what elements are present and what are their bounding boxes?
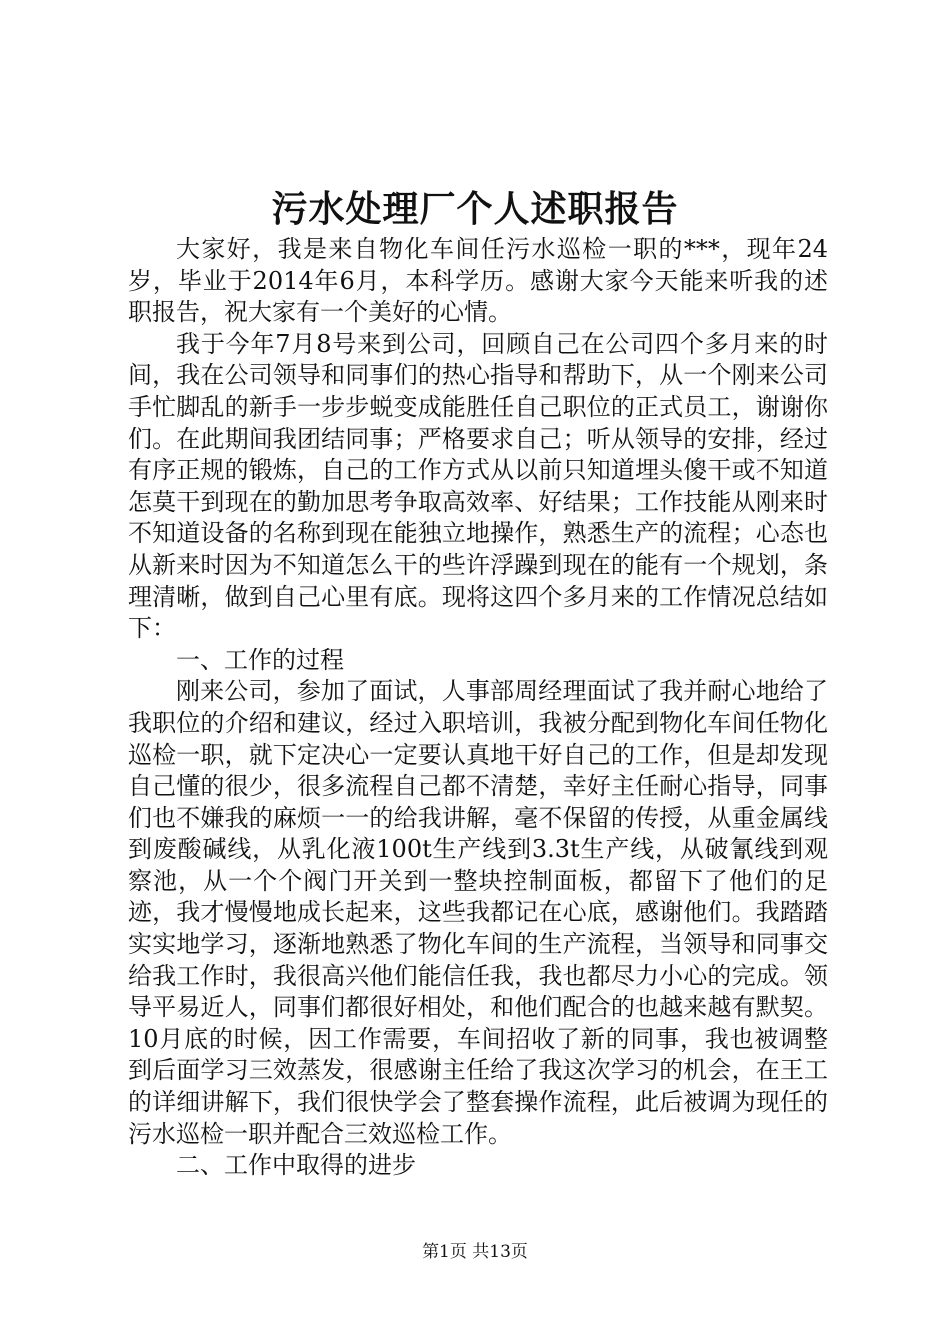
document-title: 污水处理厂个人述职报告 [271,188,679,230]
paragraph-process: 刚来公司，参加了面试，人事部周经理面试了我并耐心地给了我职位的介绍和建议，经过入职培训，我被分配到物化车间任物化巡检一职，就下定决心一定要认真地干好自己的工作，但是却发现自己懂的很少，很多流程自己都不清楚，幸好主任耐心指导，同事们也不嫌我的麻烦一一的给我讲解，毫不保留的传授，从重金属线到废酸碱线，从乳化液100t生产线到3.3t生产线，从破氰线到观察池，从一个个阀门开关到一整块控制面板，都留下了他们的足迹，我才慢慢地成长起来，这些我都记在心底，感谢他们。我踏踏实实地学习，逐渐地熟悉了物化车间的生产流程，当领导和同事交给我工作时，我很高兴他们能信任我，我也都尽力小心的完成。领导平易近人，同事们都很好相处，和他们配合的也越来越有默契。10月底的时候，因工作需要，车间招收了新的同事，我也被调整到后面学习三效蒸发，很感谢主任给了我这次学习的机会，在王工的详细讲解下，我们很快学会了整套操作流程，此后被调为现任的污水巡检一职并配合三效巡检工作。 [128,677,828,1148]
paragraph-intro: 大家好，我是来自物化车间任污水巡检一职的***，现年24岁，毕业于2014年6月，本科学历。感谢大家今天能来听我的述职报告，祝大家有一个美好的心情。 [128,235,828,327]
section-heading-process: 一、工作的过程 [176,645,344,674]
page-footer: 第1页 共13页 [422,1242,528,1262]
document-body [128,234,828,1182]
section-heading-progress: 二、工作中取得的进步 [176,1151,416,1180]
paragraph-summary: 我于今年7月8号来到公司，回顾自己在公司四个多月来的时间，我在公司领导和同事们的热心指导和帮助下，从一个刚来公司手忙脚乱的新手一步步蜕变成能胜任自己职位的正式员工，谢谢你们。在此期间我团结同事；严格要求自己；听从领导的安排，经过有序正规的锻炼，自己的工作方式从以前只知道埋头傻干或不知道怎莫干到现在的勤加思考争取高效率、好结果；工作技能从刚来时不知道设备的名称到现在能独立地操作，熟悉生产的流程；心态也从新来时因为不知道怎么干的些许浮躁到现在的能有一个规划，条理清晰，做到自己心里有底。现将这四个多月来的工作情况总结如下： [128,329,828,643]
